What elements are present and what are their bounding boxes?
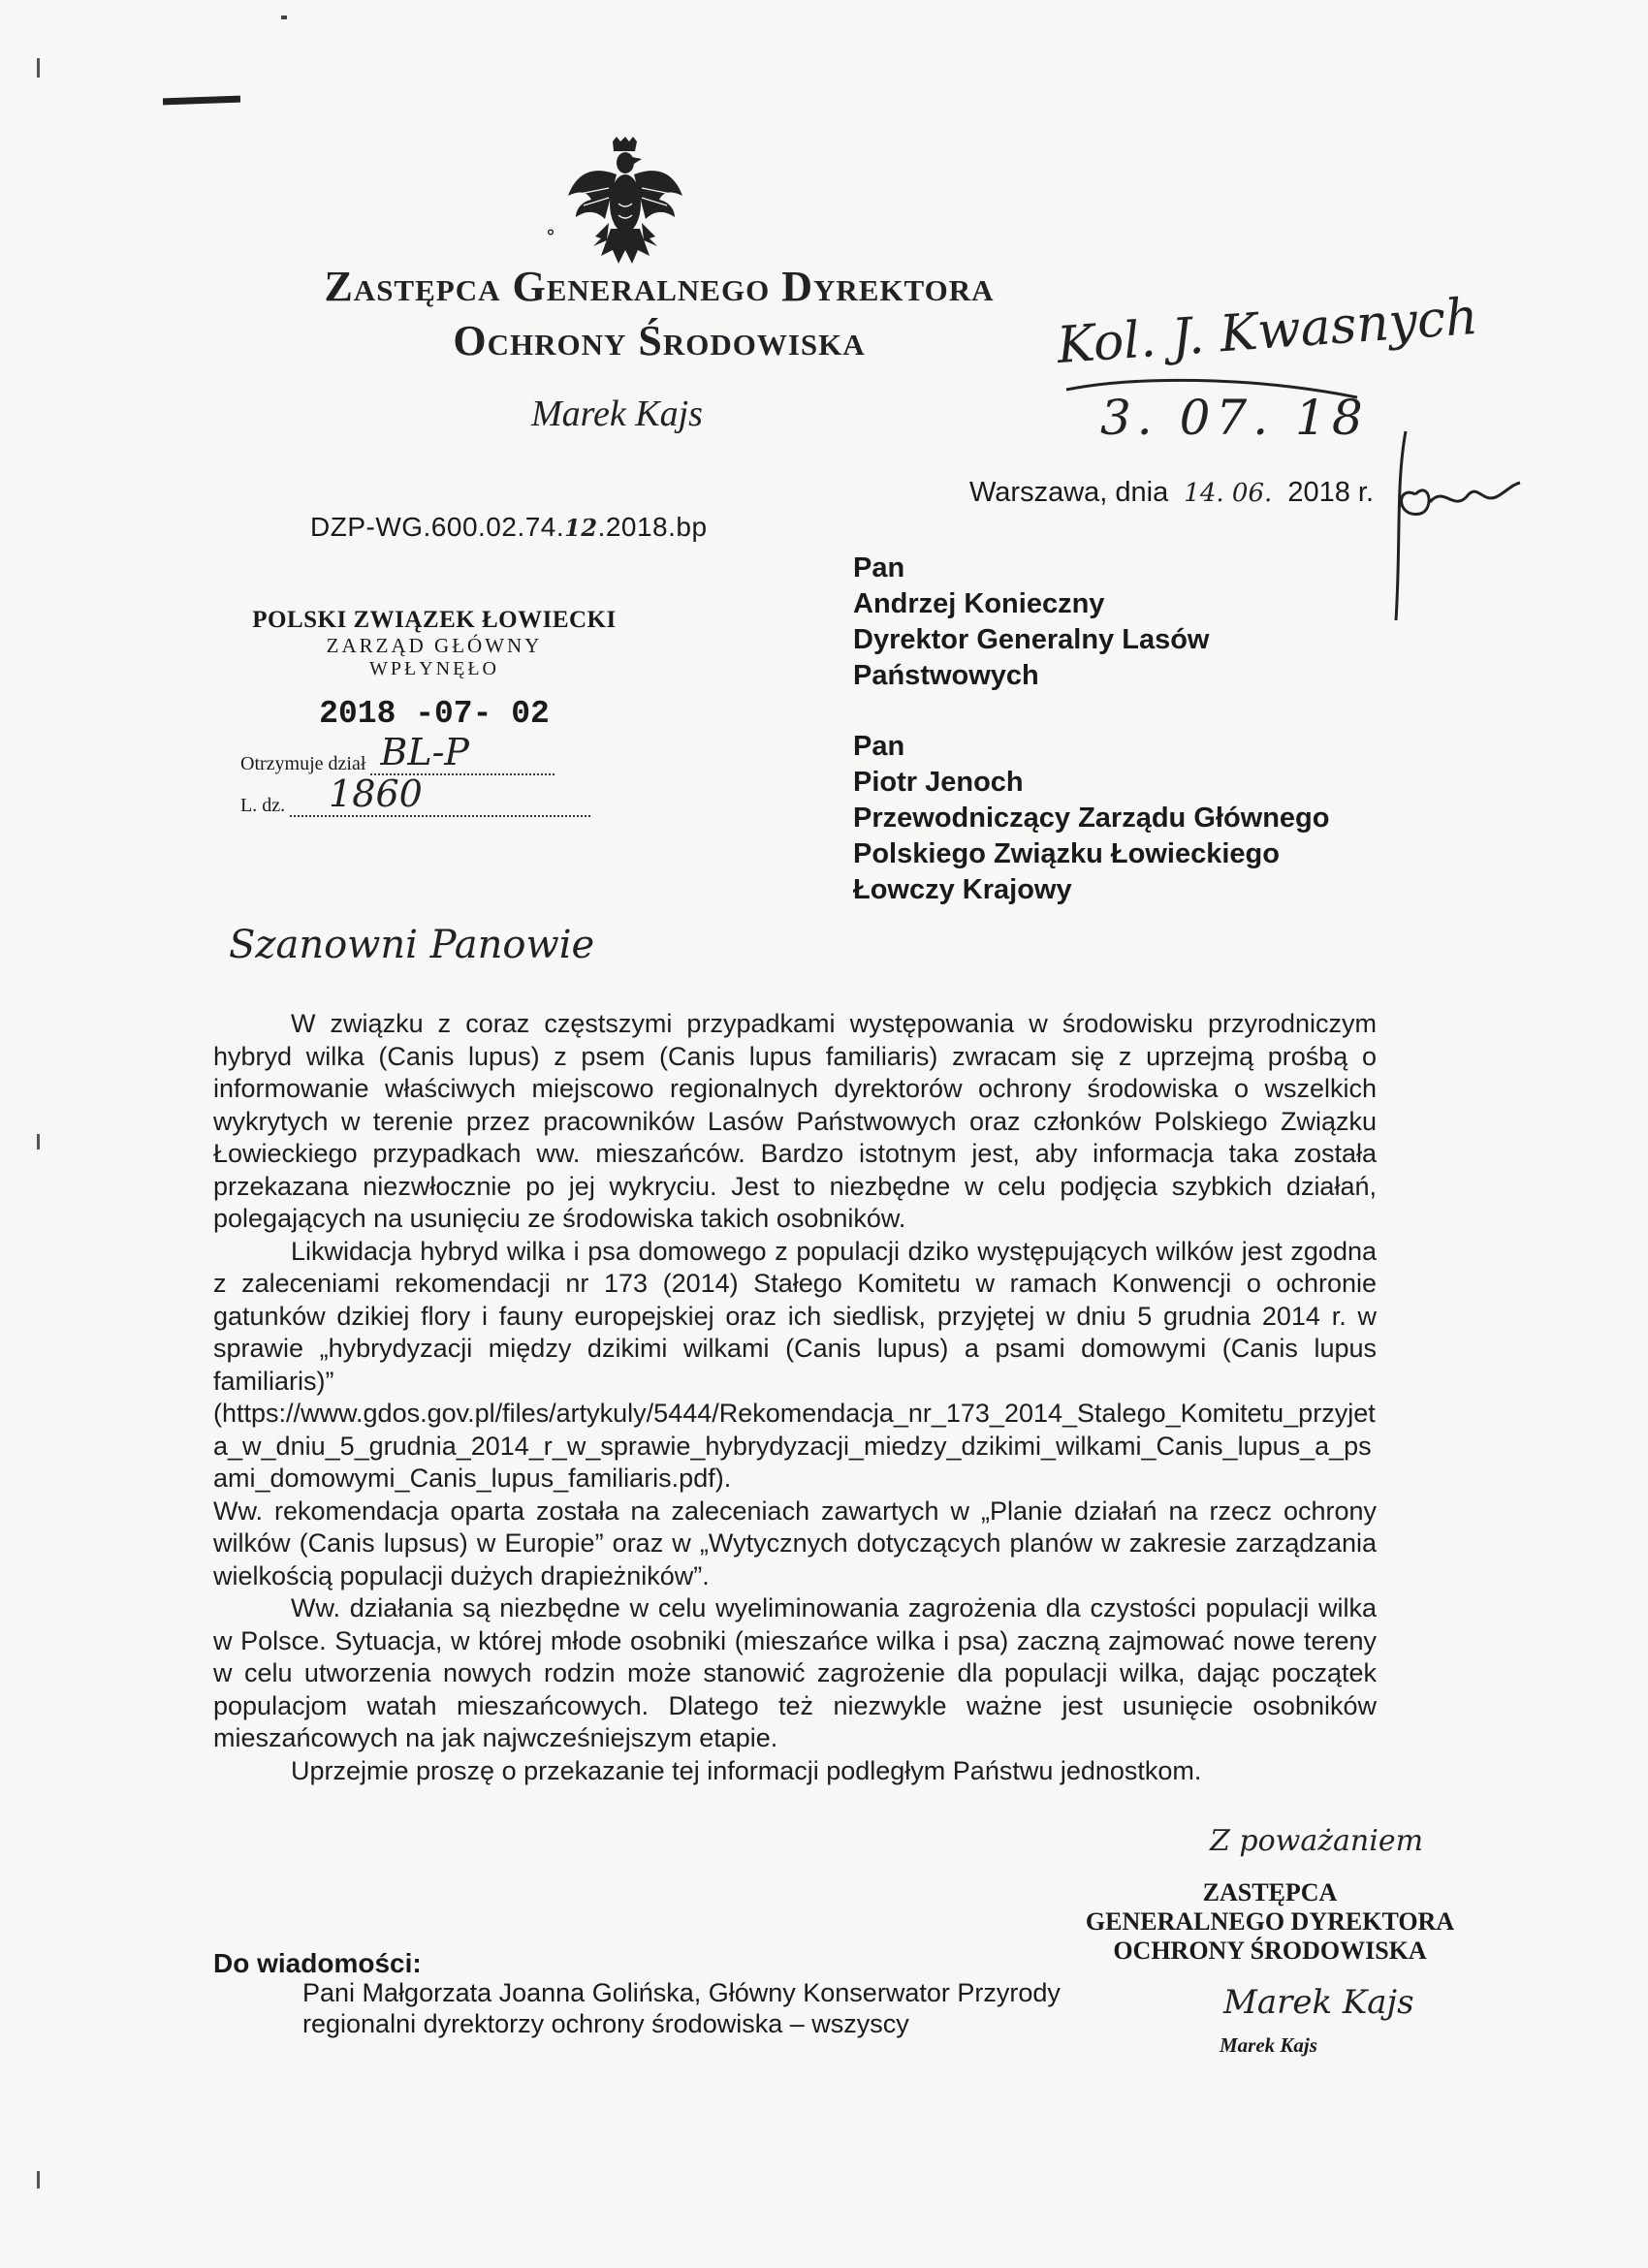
reference-prefix: DZP-WG.600.02.74. bbox=[310, 512, 565, 542]
body-paragraph-3: Ww. rekomendacja oparta została na zaleceniach zawartych w „Planie działań na rzecz ochrony wilków (Canis lupsus) w Europie” oraz w „Wytycznych dotyczących planów w zakresie zarządzania wielkością populacji dużych drapieżników”. bbox=[213, 1496, 1377, 1591]
place-date bbox=[969, 477, 1374, 509]
scan-edge-mark bbox=[37, 1134, 40, 1150]
cc-list bbox=[302, 1977, 1061, 2039]
reference-number: DZP-WG.600.02.74.12.2018.bp bbox=[310, 512, 708, 542]
signature-line1: ZASTĘPCA bbox=[1202, 1878, 1338, 1906]
stamp-date: 2018 -07- 02 bbox=[319, 696, 550, 732]
stamp-ldz-label: L. dz. bbox=[240, 795, 286, 816]
authority-title-line1: Zastępca Generalnego Dyrektora bbox=[324, 263, 995, 310]
stamp-org: POLSKI ZWIĄZEK ŁOWIECKI bbox=[252, 607, 617, 633]
scan-edge-mark bbox=[37, 2171, 40, 2189]
handwritten-note: Kol. J. Kwasnych bbox=[1055, 287, 1480, 376]
incoming-stamp bbox=[240, 607, 628, 817]
handwritten-date: 3. 07. 18 bbox=[1100, 390, 1369, 446]
recipient-2-line: Polskiego Związku Łowieckiego bbox=[853, 838, 1280, 869]
authority-title bbox=[174, 260, 1144, 368]
handwritten-salutation: Szanowni Panowie bbox=[229, 923, 595, 967]
body-paragraph-4: Ww. działania są niezbędne w celu wyeliminowania zagrożenia dla czystości populacji wilka w Polsce. Sytuacja, w której młode osobniki (mieszańce wilka i psa) zaczną zajmować nowe tereny w celu utworzenia nowych rodzin może stanowić zagrożenie dla populacji wilka, dając początek populacjom watah mieszańcowych. Dlatego też niezwykle ważne jest usunięcie osobników mieszańcowych na jak najwcześniejszym etapie. bbox=[213, 1593, 1377, 1752]
recipient-1-line: Dyrektor Generalny Lasów bbox=[853, 624, 1210, 655]
body-paragraph-2: Likwidacja hybryd wilka i psa domowego z populacji dziko występujących wilków jest zgodna z zaleceniami rekomendacji nr 173 (2014) Stałego Komitetu w ramach Konwencji o ochronie gatunków dzikiej flory i fauny europejskiej oraz ich siedlisk, przyjętej w dniu 5 grudnia 2014 r. w sprawie „hybrydyzacji między dzikimi wilkami (Canis lupus) a psami domowymi (Canis lupus familiaris)” bbox=[213, 1236, 1377, 1396]
stamp-unit: ZARZĄD GŁÓWNY bbox=[326, 634, 543, 657]
stamp-dept-label: Otrzymuje dział bbox=[240, 753, 366, 774]
recipient-2-line: Pan bbox=[853, 731, 905, 762]
recipient-2-line: Łowczy Krajowy bbox=[853, 874, 1072, 905]
recipient-2-line: Przewodniczący Zarządu Głównego bbox=[853, 803, 1330, 834]
recipient-2-line: Piotr Jenoch bbox=[853, 767, 1024, 798]
body-paragraph-1: W związku z coraz częstszymi przypadkami występowania w środowisku przyrodniczym hybryd wilka (Canis lupus) z psem (Canis lupus familiaris) zwracam się z uprzejmą prośbą o informowanie właściwych miejscowo regionalnych dyrektorów ochrony środowiska o wszelkich wykrytych w terenie przez pracowników Lasów Państwowych oraz członków Polskiego Związku Łowieckiego przypadkach ww. mieszańców. Bardzo istotnym jest, aby informacja taka została przekazana niezwłocznie po jej wykryciu. Jest to niezbędne w celu podjęcia szybkich działań, polegających na usunięciu ze środowiska takich osobników. bbox=[213, 1009, 1377, 1233]
cc-item: regionalni dyrektorzy ochrony środowiska – wszyscy bbox=[302, 2009, 909, 2038]
place-date-suffix: 2018 r. bbox=[1287, 477, 1375, 508]
scan-dot: ° bbox=[546, 225, 555, 248]
scan-dot bbox=[281, 16, 287, 19]
body-paragraph-5: Uprzejmie proszę o przekazanie tej informacji podległym Państwu jednostkom. bbox=[291, 1755, 1202, 1785]
stamp-received: WPŁYNĘŁO bbox=[369, 658, 499, 679]
stamp-ldz-handwritten: 1860 bbox=[329, 772, 423, 815]
scan-edge-mark bbox=[37, 58, 40, 78]
recipient-2 bbox=[853, 729, 1330, 908]
handwritten-initials bbox=[1377, 426, 1522, 630]
place-date-prefix: Warszawa, dnia bbox=[969, 477, 1169, 508]
cc-title: Do wiadomości: bbox=[213, 1948, 422, 1978]
eagle-emblem-icon bbox=[562, 136, 688, 271]
reference-suffix: .2018.bp bbox=[597, 512, 708, 542]
handwritten-signature: Marek Kajs bbox=[1223, 1983, 1414, 2022]
letter-body bbox=[213, 1008, 1377, 1787]
handwritten-closing: Z poważaniem bbox=[1210, 1824, 1424, 1858]
recipient-1-line: Pan bbox=[853, 552, 905, 583]
signature-line2: GENERALNEGO DYREKTORA bbox=[1085, 1907, 1455, 1936]
recipient-1-line: Andrzej Konieczny bbox=[853, 588, 1105, 619]
recipient-1 bbox=[853, 551, 1209, 694]
signature-name: Marek Kajs bbox=[1220, 2033, 1317, 2057]
stamp-dept-line bbox=[240, 731, 628, 775]
recipient-1-line: Państwowych bbox=[853, 660, 1039, 691]
signature-line3: OCHRONY ŚRODOWISKA bbox=[1113, 1937, 1427, 1965]
authority-name: Marek Kajs bbox=[531, 394, 703, 434]
authority-title-line2: Ochrony Środowiska bbox=[453, 317, 866, 364]
place-date-handwritten: 14. 06. bbox=[1184, 479, 1273, 508]
stamp-ldz-line bbox=[240, 772, 628, 817]
cc-item: Pani Małgorzata Joanna Golińska, Główny Konserwator Przyrody bbox=[302, 1978, 1061, 2007]
scan-mark bbox=[163, 96, 240, 106]
body-url: (https://www.gdos.gov.pl/files/artykuly/5444/Rekomendacja_nr_173_2014_Stalego_Komitetu_przyjeta_w_dniu_5_grudnia_2014_r_w_sprawie_hybrydyzacji_miedzy_dzikimi_wilkami_Canis_lupus_a_psami_domowymi_Canis_lupus_familiaris.pdf). bbox=[213, 1399, 1376, 1493]
signature-stamp bbox=[998, 1878, 1541, 1966]
stamp-dept-handwritten: BL-P bbox=[380, 731, 469, 773]
